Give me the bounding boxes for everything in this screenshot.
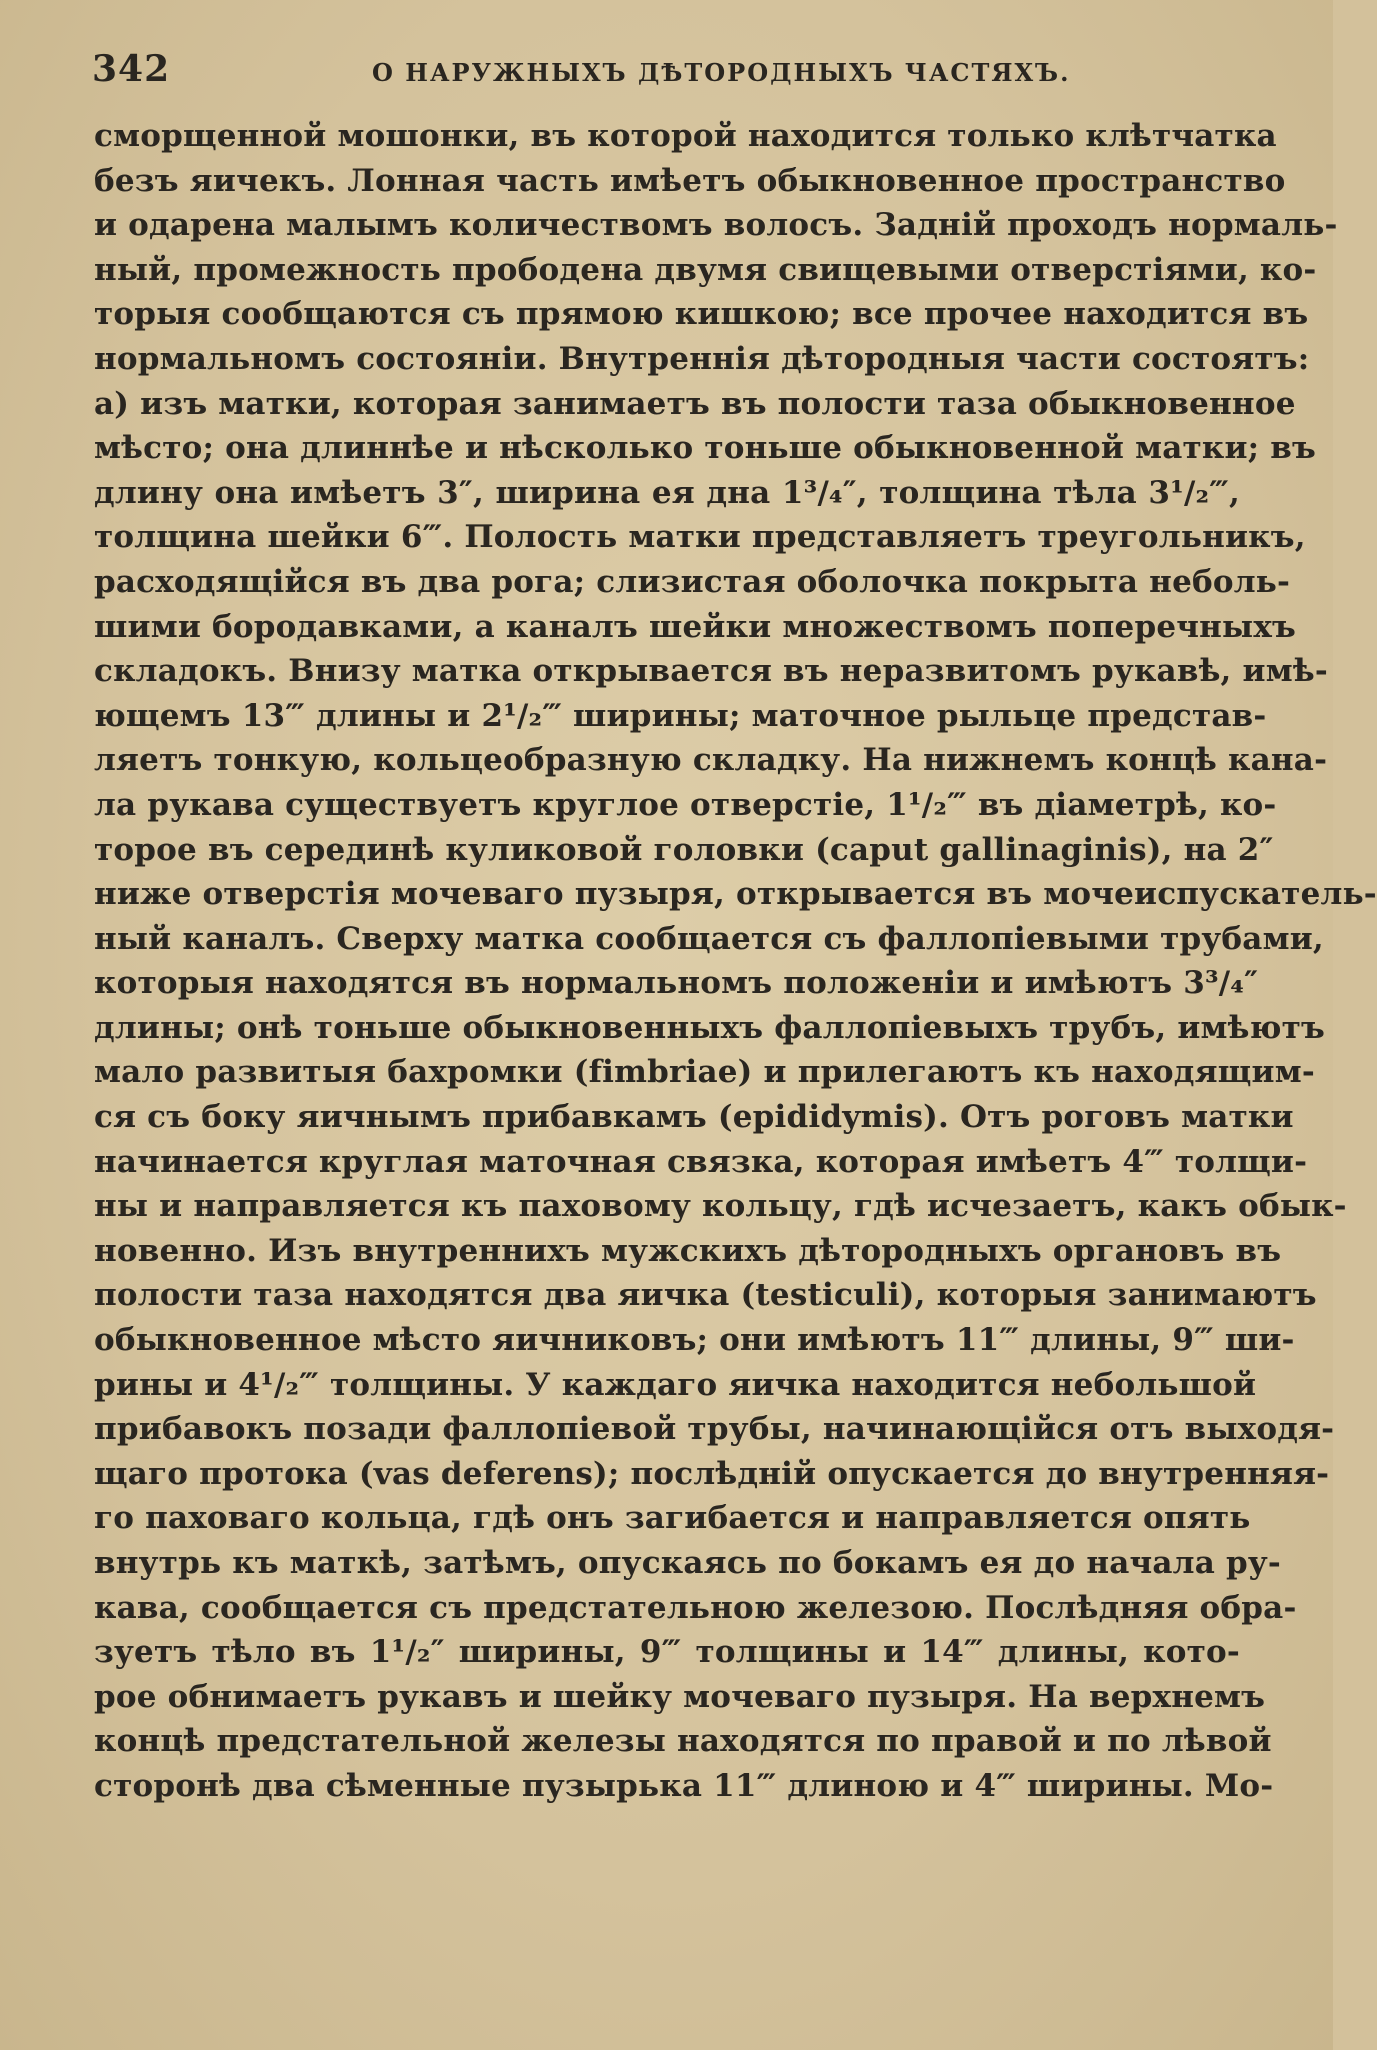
text-line: длины; онѣ тоньше обыкновенныхъ фаллопіевыхъ трубъ, имѣютъ <box>94 1009 1326 1046</box>
text-line: начинается круглая маточная связка, которая имѣетъ 4‴ толщи- <box>94 1143 1308 1180</box>
text-line: мало развитыя бахромки (fimbriae) и прилегаютъ къ находящим- <box>94 1054 1315 1091</box>
text-line: которыя находятся въ нормальномъ положеніи и имѣютъ 3³/₄″ <box>94 965 1259 1002</box>
text-line: рое обнимаетъ рукавъ и шейку мочеваго пузыря. На верхнемъ <box>94 1678 1266 1715</box>
text-line: нормальномъ состояніи. Внутреннія дѣтородныя части состоятъ: <box>94 340 1310 377</box>
text-line: длину она имѣетъ 3″, ширина ея дна 1³/₄″, толщина тѣла 3¹/₂‴, <box>94 474 1240 511</box>
page-number: 342 <box>92 48 171 90</box>
text-line: расходящійся въ два рога; слизистая оболочка покрыта неболь- <box>94 563 1291 600</box>
page-header <box>0 48 1333 98</box>
text-line: безъ яичекъ. Лонная часть имѣетъ обыкновенное пространство <box>94 162 1286 199</box>
text-line: ющемъ 13‴ длины и 2¹/₂‴ ширины; маточное рыльце представ- <box>94 697 1267 734</box>
running-head: О НАРУЖНЫХЪ ДѢТОРОДНЫХЪ ЧАСТЯХЪ. <box>372 58 1071 87</box>
text-line: зуетъ тѣло въ 1¹/₂″ ширины, 9‴ толщины и 14‴ длины, кото- <box>94 1634 1240 1671</box>
text-line: а) изъ матки, которая занимаетъ въ полости таза обыкновенное <box>94 385 1296 422</box>
text-line: сторонѣ два сѣменные пузырька 11‴ длиною и 4‴ ширины. Мо- <box>94 1767 1274 1804</box>
text-line: толщина шейки 6‴. Полость матки представляетъ треугольникъ, <box>94 519 1306 556</box>
text-line: кава, сообщается съ предстательною железою. Послѣдняя обра- <box>94 1589 1297 1626</box>
text-line: ный, промежность прободена двумя свищевыми отверстіями, ко- <box>94 251 1317 288</box>
text-line: полости таза находятся два яичка (testiculi), которыя занимаютъ <box>94 1277 1317 1314</box>
text-line: торыя сообщаются съ прямою кишкою; все прочее находится въ <box>94 296 1309 333</box>
text-line: торое въ серединѣ куликовой головки (caput gallinaginis), на 2″ <box>94 831 1274 868</box>
text-line: прибавокъ позади фаллопіевой трубы, начинающійся отъ выходя- <box>94 1411 1335 1448</box>
text-line: ны и направляется къ паховому кольцу, гдѣ исчезаетъ, какъ обык- <box>94 1188 1347 1225</box>
text-line: новенно. Изъ внутреннихъ мужскихъ дѣтородныхъ органовъ въ <box>94 1232 1282 1269</box>
text-line: обыкновенное мѣсто яичниковъ; они имѣютъ 11‴ длины, 9‴ ши- <box>94 1322 1295 1359</box>
text-line: ниже отверстія мочеваго пузыря, открывается въ мочеиспускатель- <box>94 876 1377 913</box>
text-line: концѣ предстательной железы находятся по правой и по лѣвой <box>94 1723 1272 1760</box>
text-line: складокъ. Внизу матка открывается въ неразвитомъ рукавѣ, имѣ- <box>94 653 1328 690</box>
text-line: ный каналъ. Сверху матка сообщается съ фаллопіевыми трубами, <box>94 920 1324 957</box>
text-line: щаго протока (vas deferens); послѣдній опускается до внутренняя- <box>94 1455 1330 1492</box>
text-line: ла рукава существуетъ круглое отверстіе, 1¹/₂‴ въ діаметрѣ, ко- <box>94 786 1277 823</box>
text-line: го паховаго кольца, гдѣ онъ загибается и направляется опять <box>94 1500 1251 1537</box>
text-line: ляетъ тонкую, кольцеобразную складку. На нижнемъ концѣ кана- <box>94 742 1328 779</box>
text-line: внутрь къ маткѣ, затѣмъ, опускаясь по бокамъ ея до начала ру- <box>94 1545 1281 1581</box>
text-line: рины и 4¹/₂‴ толщины. У каждаго яичка находится небольшой <box>94 1366 1257 1403</box>
text-line: шими бородавками, а каналъ шейки множествомъ поперечныхъ <box>94 608 1296 645</box>
body-text <box>94 114 1377 1809</box>
text-line: и одарена малымъ количествомъ волосъ. Задній проходъ нормаль- <box>94 207 1338 244</box>
text-line: ся съ боку яичнымъ прибавкамъ (epididymis). Отъ роговъ матки <box>94 1099 1294 1136</box>
text-line: мѣсто; она длиннѣе и нѣсколько тоньше обыкновенной матки; въ <box>94 430 1317 467</box>
text-line: сморщенной мошонки, въ которой находится только клѣтчатка <box>94 118 1277 154</box>
